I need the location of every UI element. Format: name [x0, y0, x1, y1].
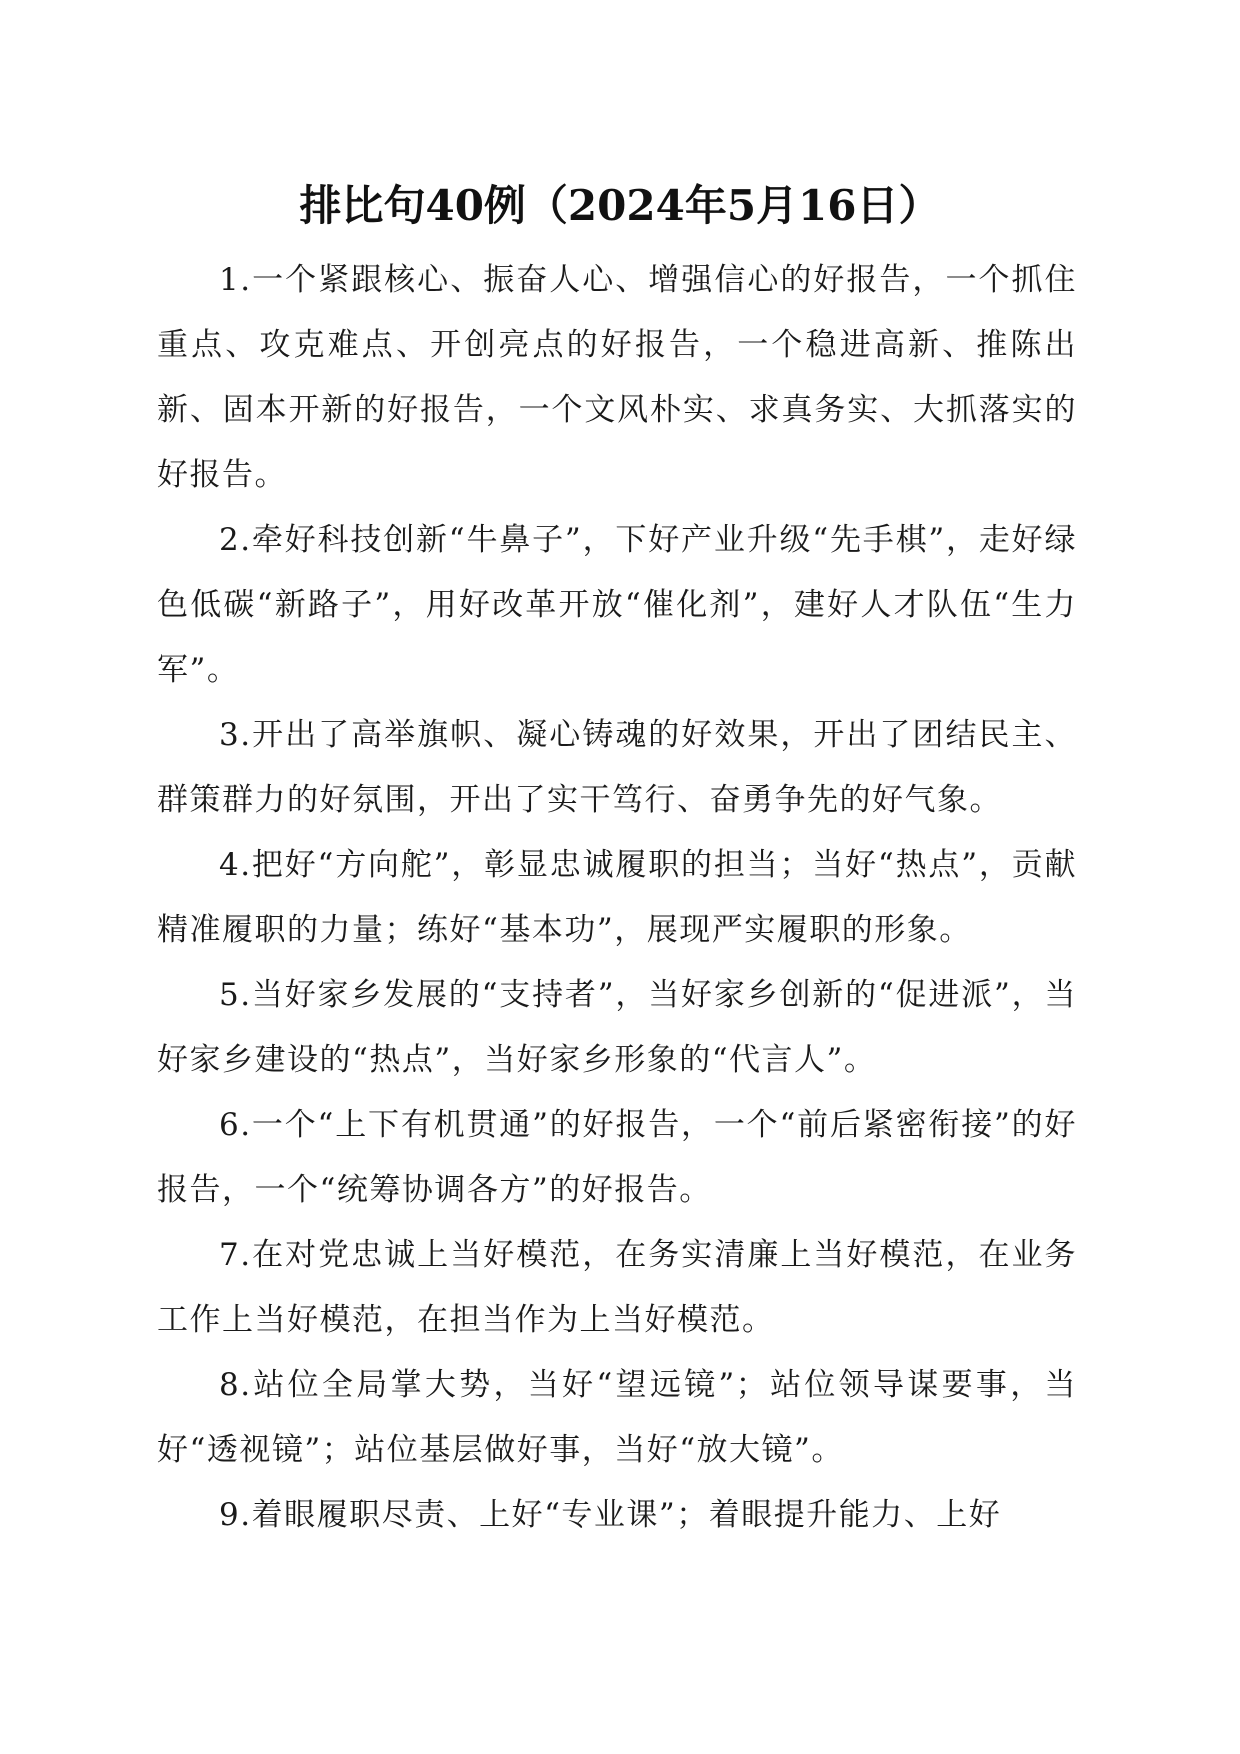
- paragraph-6: 6.一个“上下有机贯通”的好报告，一个“前后紧密衔接”的好报告，一个“统筹协调各方”的好报告。: [157, 1107, 1077, 1208]
- paragraph-2: 2.牵好科技创新“牛鼻子”，下好产业升级“先手棋”，走好绿色低碳“新路子”，用好改革开放“催化剂”，建好人才队伍“生力军”。: [157, 522, 1077, 688]
- paragraph-3: 3.开出了高举旗帜、凝心铸魂的好效果，开出了团结民主、群策群力的好氛围，开出了实干笃行、奋勇争先的好气象。: [157, 717, 1077, 818]
- paragraph-7: 7.在对党忠诚上当好模范，在务实清廉上当好模范，在业务工作上当好模范，在担当作为上当好模范。: [157, 1237, 1077, 1338]
- document-body: [157, 248, 1077, 1548]
- paragraph-9: 9.着眼履职尽责、上好“专业课”；着眼提升能力、上好: [219, 1497, 1002, 1533]
- paragraph-5: 5.当好家乡发展的“支持者”，当好家乡创新的“促进派”，当好家乡建设的“热点”，当好家乡形象的“代言人”。: [157, 977, 1077, 1078]
- paragraph-8: 8.站位全局掌大势，当好“望远镜”；站位领导谋要事，当好“透视镜”；站位基层做好事，当好“放大镜”。: [157, 1367, 1077, 1468]
- document-title: 排比句40例（2024年5月16日）: [299, 181, 941, 230]
- paragraph-4: 4.把好“方向舵”，彰显忠诚履职的担当；当好“热点”，贡献精准履职的力量；练好“基本功”，展现严实履职的形象。: [157, 847, 1077, 948]
- paragraph-1: 1.一个紧跟核心、振奋人心、增强信心的好报告，一个抓住重点、攻克难点、开创亮点的好报告，一个稳进高新、推陈出新、固本开新的好报告，一个文风朴实、求真务实、大抓落实的好报告。: [157, 262, 1077, 493]
